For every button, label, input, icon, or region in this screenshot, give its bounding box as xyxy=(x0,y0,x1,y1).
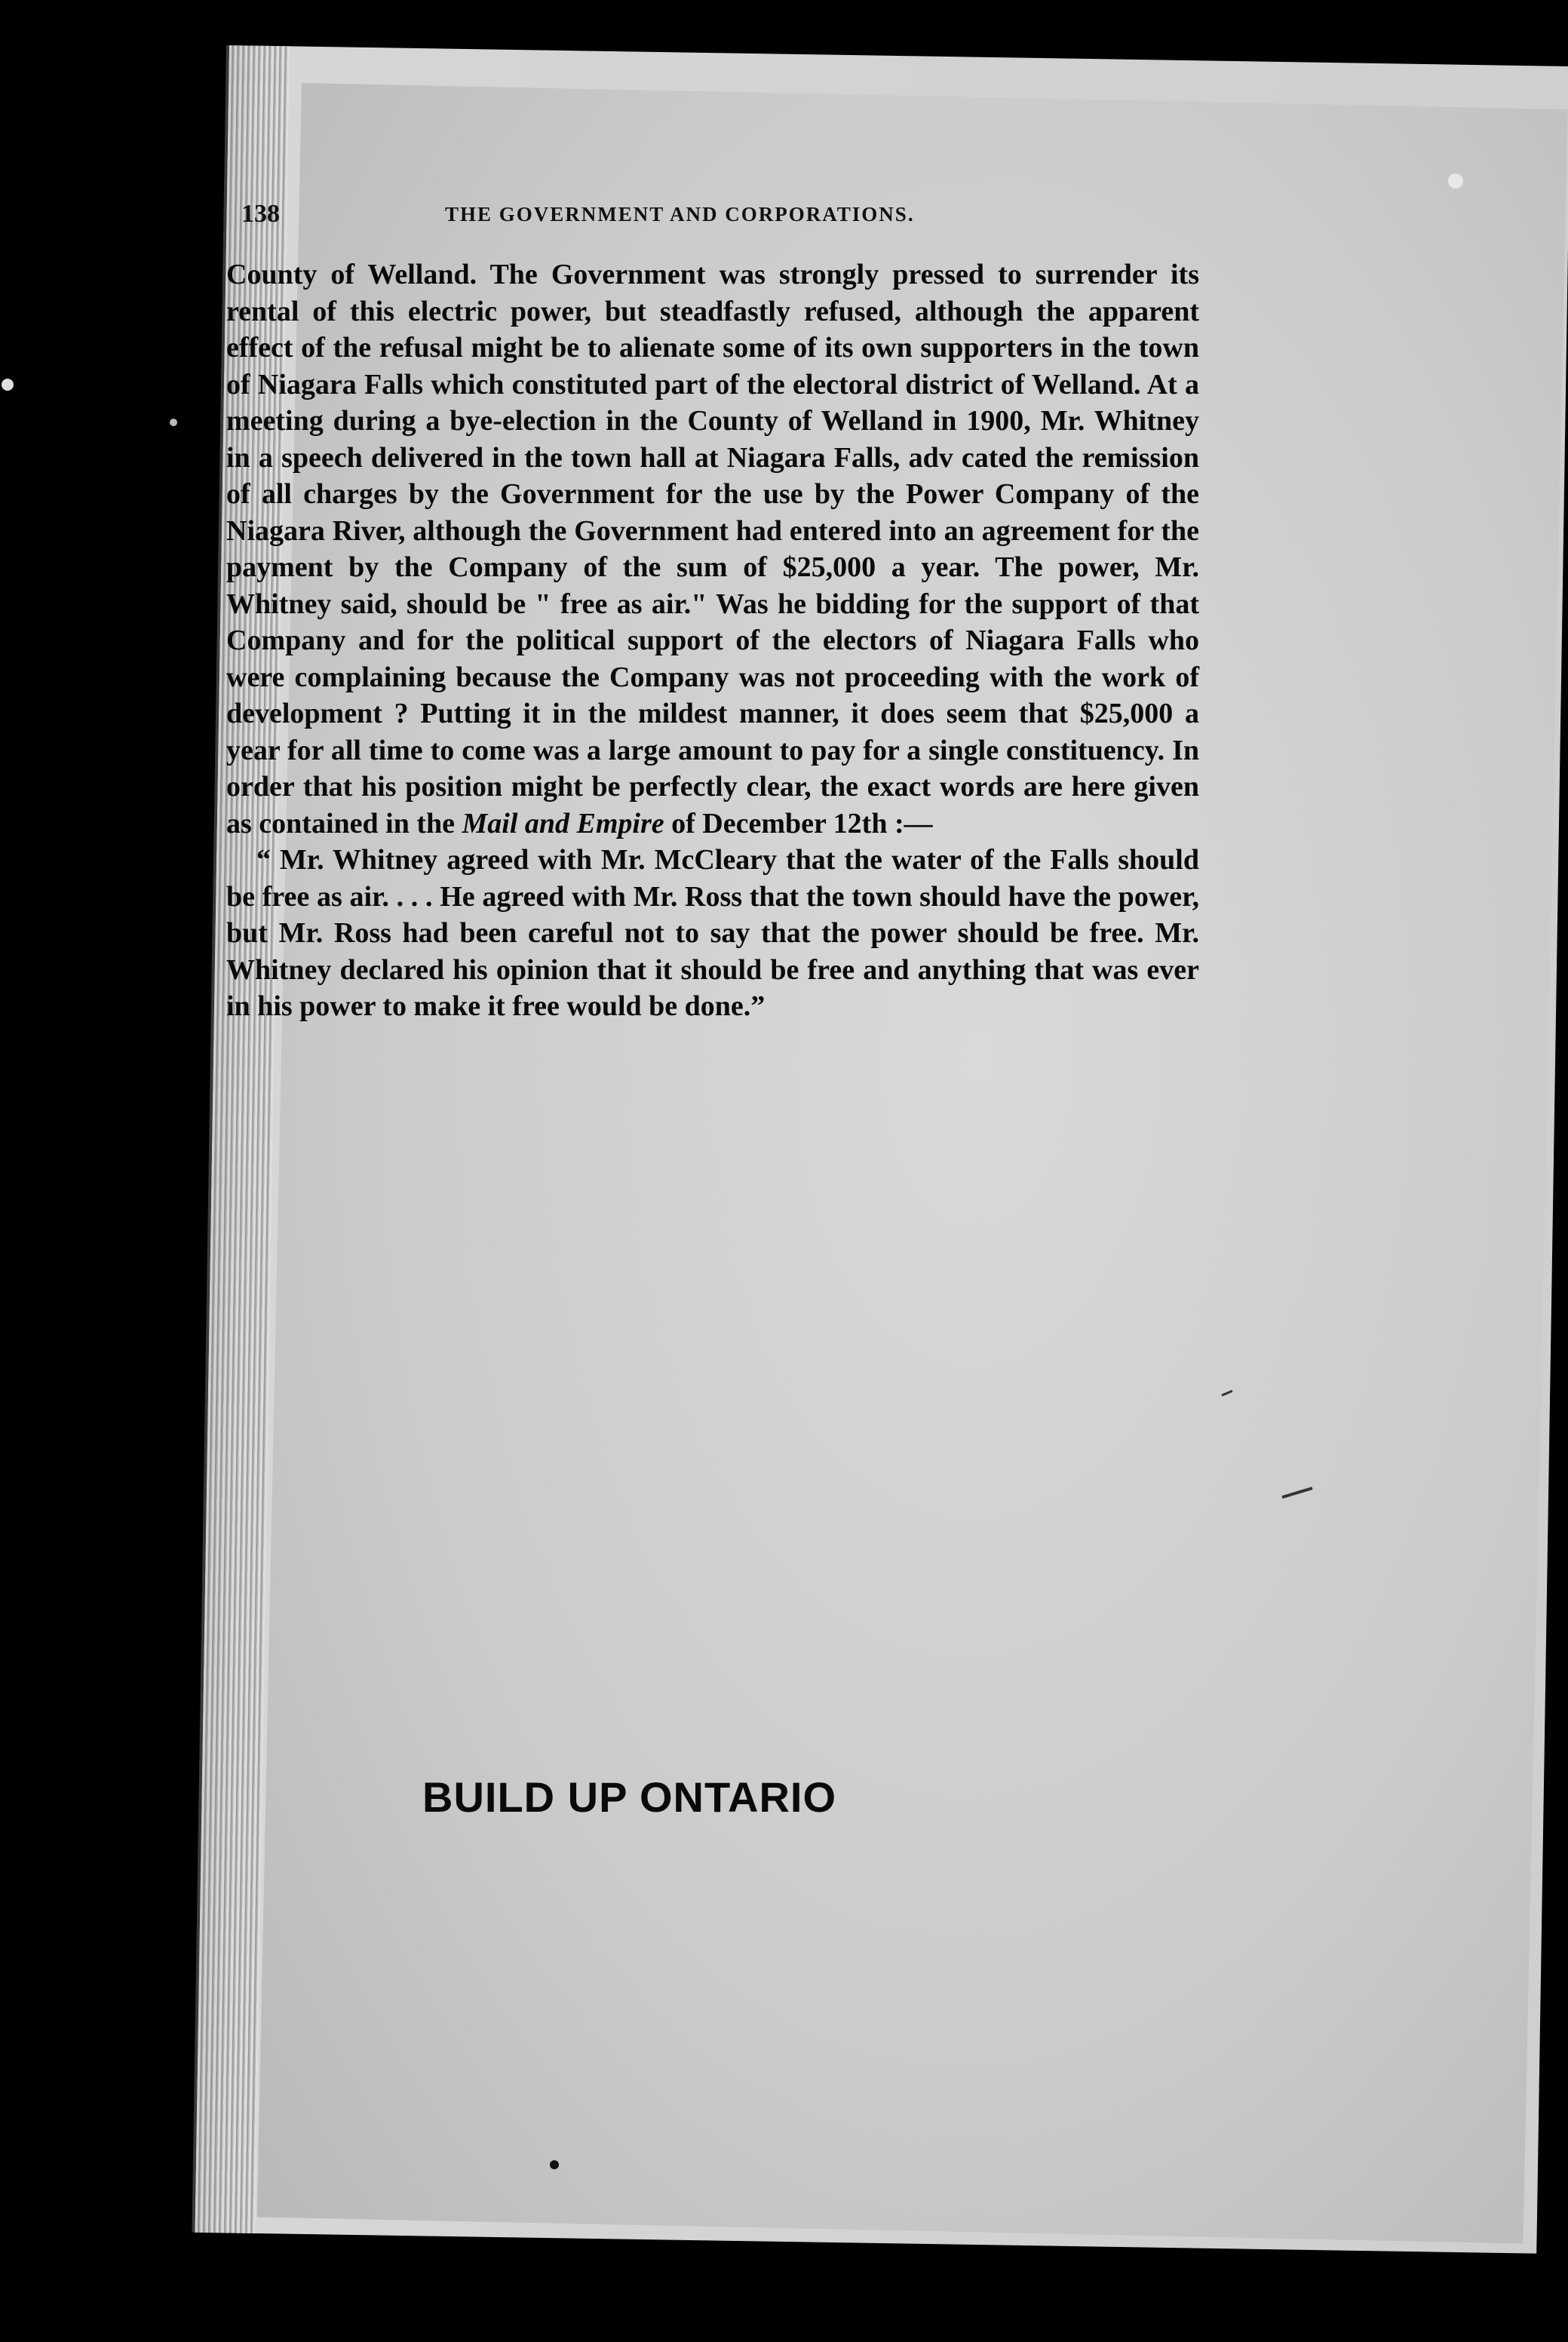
speck xyxy=(170,419,177,426)
body-text xyxy=(226,256,1199,1025)
paragraph xyxy=(226,256,1199,842)
paragraph-text: County of Welland. The Government was strongly pressed to surrender its rental of this electric power, but steadfastly refused, although the apparent effect of the refusal might be to alienate some of its own supporters in the town of Niagara Falls which constituted part of the electoral district of Welland. At a meeting during a bye-election in the County of Welland in 1900, Mr. Whitney in a speech delivered in the town hall at Niagara Falls, adv cated the remission of all charges by the Government for the use by the Power Company of the Niagara River, although the Government had entered into an agreement for the payment by the Company of the sum of $25,000 a year. The power, Mr. Whitney said, should be " free as air." Was he bidding for the support of that Company and for the political support of the electors of Niagara Falls who were complaining because the Company was not proceeding with the work of development ? Putting it in the mildest manner, it does seem that $25,000 a year for all time to come was a large amount to pay for a single constituency. In order that his position might be perfectly clear, the exact words are here given as contained in the xyxy=(226,259,1199,839)
footer-banner: BUILD UP ONTARIO xyxy=(422,1773,837,1821)
running-head xyxy=(241,200,1237,230)
speck xyxy=(2,379,14,391)
running-head-title: THE GOVERNMENT AND CORPORATIONS. xyxy=(445,203,915,226)
quotation-paragraph: “ Mr. Whitney agreed with Mr. McCleary that the water of the Falls should be free as air. . . . He agreed with Mr. Ross that the town should have the power, but Mr. Ross had been careful not to say that the power should be free. Mr. Whitney declared his opinion that it should be free and anything that was ever in his power to make it free would be done.” xyxy=(226,844,1199,1022)
page-number: 138 xyxy=(241,200,280,228)
paragraph-end: of December 12th :— xyxy=(671,807,933,839)
newspaper-title: Mail and Empire xyxy=(462,807,664,839)
